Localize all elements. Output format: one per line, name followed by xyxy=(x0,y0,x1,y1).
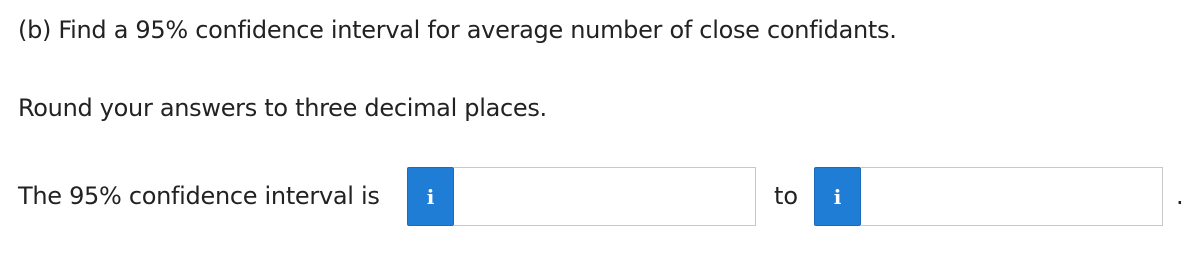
question-part-b: (b) Find a 95% confidence interval for average number of close confidants. xyxy=(18,16,897,44)
answer-row xyxy=(18,167,1198,226)
lower-bound-info-icon[interactable]: i xyxy=(407,167,454,226)
rounding-instruction: Round your answers to three decimal places. xyxy=(18,94,547,122)
sentence-period: . xyxy=(1176,182,1184,210)
lower-bound-input[interactable] xyxy=(454,167,756,226)
to-separator: to xyxy=(774,182,799,210)
upper-bound-info-icon[interactable]: i xyxy=(814,167,861,226)
interval-label: The 95% confidence interval is xyxy=(18,182,380,210)
upper-bound-input[interactable] xyxy=(861,167,1163,226)
